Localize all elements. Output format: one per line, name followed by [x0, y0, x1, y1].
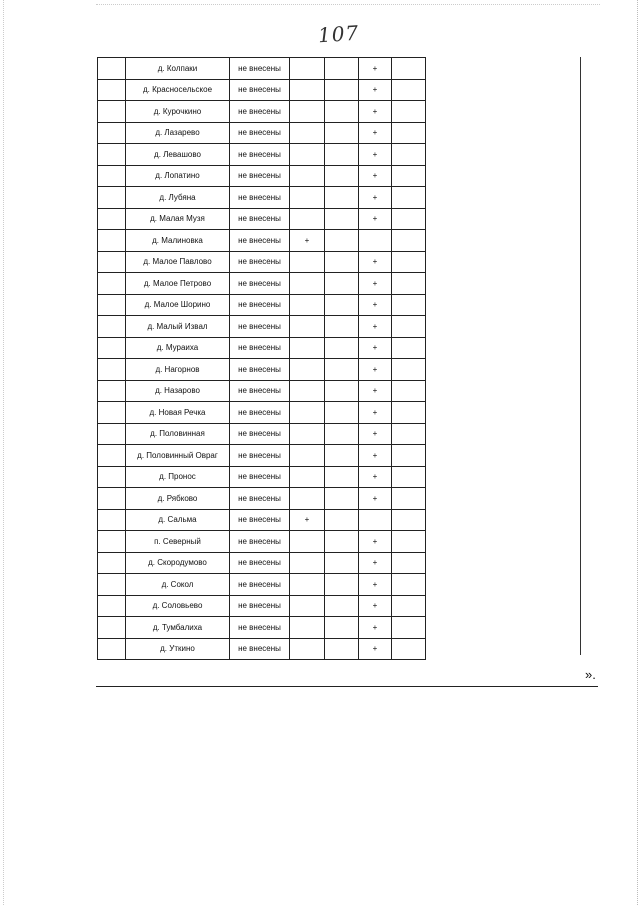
row-number-cell [98, 230, 126, 252]
status-cell: не внесены [230, 273, 290, 295]
row-number-cell [98, 208, 126, 230]
mark-cell-4 [325, 617, 359, 639]
table-row [98, 79, 426, 101]
row-number-cell [98, 58, 126, 80]
status-cell: не внесены [230, 294, 290, 316]
settlement-name-cell: д. Рябково [126, 488, 230, 510]
mark-cell-6 [392, 101, 426, 123]
mark-cell-5 [359, 509, 392, 531]
mark-cell-4 [325, 165, 359, 187]
settlements-table [97, 57, 426, 660]
status-cell: не внесены [230, 509, 290, 531]
settlement-name-cell: д. Малый Извал [126, 316, 230, 338]
mark-cell-3 [290, 144, 325, 166]
mark-cell-3 [290, 423, 325, 445]
mark-cell-6 [392, 488, 426, 510]
mark-cell-4 [325, 251, 359, 273]
status-cell: не внесены [230, 423, 290, 445]
table-row [98, 466, 426, 488]
table-row [98, 595, 426, 617]
mark-cell-3 [290, 595, 325, 617]
mark-cell-5: + [359, 638, 392, 660]
table-row [98, 208, 426, 230]
status-cell: не внесены [230, 230, 290, 252]
mark-cell-3 [290, 617, 325, 639]
settlement-name-cell: д. Курочкино [126, 101, 230, 123]
mark-cell-5: + [359, 595, 392, 617]
table-row [98, 316, 426, 338]
row-number-cell [98, 466, 126, 488]
mark-cell-6 [392, 359, 426, 381]
settlement-name-cell: д. Назарово [126, 380, 230, 402]
settlement-name-cell: д. Тумбалиха [126, 617, 230, 639]
settlement-name-cell: д. Малое Павлово [126, 251, 230, 273]
table-row [98, 144, 426, 166]
table-row [98, 552, 426, 574]
mark-cell-6 [392, 595, 426, 617]
mark-cell-3 [290, 380, 325, 402]
mark-cell-5: + [359, 337, 392, 359]
mark-cell-4 [325, 294, 359, 316]
mark-cell-6 [392, 79, 426, 101]
mark-cell-6 [392, 316, 426, 338]
mark-cell-3 [290, 294, 325, 316]
status-cell: не внесены [230, 165, 290, 187]
mark-cell-4 [325, 380, 359, 402]
mark-cell-6 [392, 294, 426, 316]
mark-cell-4 [325, 316, 359, 338]
mark-cell-6 [392, 337, 426, 359]
mark-cell-3 [290, 574, 325, 596]
mark-cell-5: + [359, 552, 392, 574]
table-row [98, 359, 426, 381]
mark-cell-4 [325, 101, 359, 123]
settlement-name-cell: д. Лубяна [126, 187, 230, 209]
mark-cell-6 [392, 638, 426, 660]
scan-edge-right [637, 0, 638, 905]
status-cell: не внесены [230, 531, 290, 553]
row-number-cell [98, 79, 126, 101]
row-number-cell [98, 445, 126, 467]
status-cell: не внесены [230, 466, 290, 488]
closing-quote-mark: ». [585, 667, 596, 682]
table-body [98, 58, 426, 660]
mark-cell-4 [325, 273, 359, 295]
table-row [98, 638, 426, 660]
mark-cell-6 [392, 423, 426, 445]
mark-cell-3: + [290, 230, 325, 252]
mark-cell-3 [290, 79, 325, 101]
table-row [98, 402, 426, 424]
settlement-name-cell: д. Сокол [126, 574, 230, 596]
mark-cell-5: + [359, 208, 392, 230]
mark-cell-3 [290, 402, 325, 424]
mark-cell-5: + [359, 531, 392, 553]
table-row [98, 273, 426, 295]
settlement-name-cell: п. Северный [126, 531, 230, 553]
mark-cell-6 [392, 445, 426, 467]
status-cell: не внесены [230, 58, 290, 80]
mark-cell-5: + [359, 574, 392, 596]
table-row [98, 380, 426, 402]
mark-cell-4 [325, 58, 359, 80]
row-number-cell [98, 144, 126, 166]
row-number-cell [98, 595, 126, 617]
settlement-name-cell: д. Левашово [126, 144, 230, 166]
status-cell: не внесены [230, 359, 290, 381]
mark-cell-4 [325, 552, 359, 574]
settlement-name-cell: д. Уткино [126, 638, 230, 660]
status-cell: не внесены [230, 595, 290, 617]
row-number-cell [98, 638, 126, 660]
mark-cell-5: + [359, 380, 392, 402]
mark-cell-4 [325, 509, 359, 531]
table-row [98, 531, 426, 553]
table-row [98, 122, 426, 144]
row-number-cell [98, 251, 126, 273]
footer-rule [96, 686, 598, 687]
row-number-cell [98, 316, 126, 338]
settlement-name-cell: д. Малое Шорино [126, 294, 230, 316]
row-number-cell [98, 531, 126, 553]
mark-cell-6 [392, 574, 426, 596]
mark-cell-4 [325, 230, 359, 252]
row-number-cell [98, 552, 126, 574]
mark-cell-5: + [359, 144, 392, 166]
settlement-name-cell: д. Половинная [126, 423, 230, 445]
status-cell: не внесены [230, 316, 290, 338]
table-row [98, 423, 426, 445]
mark-cell-4 [325, 488, 359, 510]
mark-cell-6 [392, 165, 426, 187]
status-cell: не внесены [230, 380, 290, 402]
status-cell: не внесены [230, 617, 290, 639]
row-number-cell [98, 488, 126, 510]
table-row [98, 574, 426, 596]
mark-cell-3 [290, 531, 325, 553]
status-cell: не внесены [230, 79, 290, 101]
settlement-name-cell: д. Малиновка [126, 230, 230, 252]
mark-cell-4 [325, 423, 359, 445]
mark-cell-6 [392, 208, 426, 230]
table-row [98, 187, 426, 209]
mark-cell-6 [392, 402, 426, 424]
status-cell: не внесены [230, 445, 290, 467]
status-cell: не внесены [230, 122, 290, 144]
table-row [98, 294, 426, 316]
table-row [98, 488, 426, 510]
mark-cell-5: + [359, 122, 392, 144]
mark-cell-3 [290, 638, 325, 660]
mark-cell-5: + [359, 101, 392, 123]
row-number-cell [98, 294, 126, 316]
mark-cell-4 [325, 638, 359, 660]
mark-cell-3 [290, 466, 325, 488]
right-margin-line [580, 57, 581, 655]
mark-cell-5: + [359, 165, 392, 187]
settlement-name-cell: д. Малая Музя [126, 208, 230, 230]
mark-cell-5: + [359, 58, 392, 80]
settlement-name-cell: д. Новая Речка [126, 402, 230, 424]
mark-cell-3 [290, 101, 325, 123]
status-cell: не внесены [230, 144, 290, 166]
mark-cell-5: + [359, 294, 392, 316]
table-row [98, 337, 426, 359]
mark-cell-5: + [359, 617, 392, 639]
status-cell: не внесены [230, 574, 290, 596]
row-number-cell [98, 423, 126, 445]
row-number-cell [98, 617, 126, 639]
mark-cell-3 [290, 165, 325, 187]
row-number-cell [98, 359, 126, 381]
mark-cell-4 [325, 337, 359, 359]
mark-cell-5: + [359, 359, 392, 381]
mark-cell-3 [290, 187, 325, 209]
status-cell: не внесены [230, 208, 290, 230]
mark-cell-3 [290, 208, 325, 230]
mark-cell-5 [359, 230, 392, 252]
row-number-cell [98, 273, 126, 295]
table-row [98, 101, 426, 123]
row-number-cell [98, 101, 126, 123]
table-row [98, 617, 426, 639]
settlement-name-cell: д. Скородумово [126, 552, 230, 574]
table-row [98, 165, 426, 187]
mark-cell-5: + [359, 466, 392, 488]
scan-edge-left [3, 0, 4, 905]
settlement-name-cell: д. Лопатино [126, 165, 230, 187]
row-number-cell [98, 574, 126, 596]
status-cell: не внесены [230, 488, 290, 510]
mark-cell-3 [290, 58, 325, 80]
settlement-name-cell: д. Нагорнов [126, 359, 230, 381]
mark-cell-4 [325, 187, 359, 209]
mark-cell-3 [290, 359, 325, 381]
status-cell: не внесены [230, 402, 290, 424]
table-row [98, 445, 426, 467]
table-row [98, 58, 426, 80]
settlement-name-cell: д. Сальма [126, 509, 230, 531]
row-number-cell [98, 165, 126, 187]
status-cell: не внесены [230, 552, 290, 574]
mark-cell-3 [290, 445, 325, 467]
status-cell: не внесены [230, 638, 290, 660]
mark-cell-4 [325, 402, 359, 424]
row-number-cell [98, 402, 126, 424]
mark-cell-3 [290, 337, 325, 359]
scan-top-edge [96, 4, 600, 5]
mark-cell-6 [392, 552, 426, 574]
table-row [98, 230, 426, 252]
settlement-name-cell: д. Колпаки [126, 58, 230, 80]
mark-cell-3 [290, 122, 325, 144]
mark-cell-6 [392, 230, 426, 252]
mark-cell-3: + [290, 509, 325, 531]
table-row [98, 251, 426, 273]
mark-cell-4 [325, 595, 359, 617]
row-number-cell [98, 187, 126, 209]
mark-cell-5: + [359, 488, 392, 510]
mark-cell-6 [392, 273, 426, 295]
table-row [98, 509, 426, 531]
settlement-name-cell: д. Малое Петрово [126, 273, 230, 295]
status-cell: не внесены [230, 101, 290, 123]
mark-cell-6 [392, 187, 426, 209]
mark-cell-5: + [359, 402, 392, 424]
status-cell: не внесены [230, 251, 290, 273]
mark-cell-6 [392, 531, 426, 553]
mark-cell-4 [325, 466, 359, 488]
mark-cell-5: + [359, 79, 392, 101]
mark-cell-3 [290, 552, 325, 574]
mark-cell-4 [325, 359, 359, 381]
row-number-cell [98, 337, 126, 359]
mark-cell-5: + [359, 316, 392, 338]
mark-cell-6 [392, 509, 426, 531]
mark-cell-6 [392, 380, 426, 402]
mark-cell-3 [290, 488, 325, 510]
mark-cell-4 [325, 144, 359, 166]
settlement-name-cell: д. Лазарево [126, 122, 230, 144]
mark-cell-6 [392, 144, 426, 166]
mark-cell-6 [392, 122, 426, 144]
row-number-cell [98, 122, 126, 144]
mark-cell-4 [325, 208, 359, 230]
mark-cell-3 [290, 251, 325, 273]
mark-cell-5: + [359, 445, 392, 467]
mark-cell-6 [392, 251, 426, 273]
mark-cell-3 [290, 316, 325, 338]
mark-cell-4 [325, 445, 359, 467]
mark-cell-4 [325, 122, 359, 144]
mark-cell-4 [325, 79, 359, 101]
row-number-cell [98, 509, 126, 531]
mark-cell-3 [290, 273, 325, 295]
mark-cell-4 [325, 531, 359, 553]
mark-cell-4 [325, 574, 359, 596]
mark-cell-5: + [359, 251, 392, 273]
mark-cell-6 [392, 58, 426, 80]
settlement-name-cell: д. Красносельское [126, 79, 230, 101]
mark-cell-5: + [359, 273, 392, 295]
settlement-name-cell: д. Пронос [126, 466, 230, 488]
settlement-name-cell: д. Мураиха [126, 337, 230, 359]
mark-cell-5: + [359, 423, 392, 445]
settlement-name-cell: д. Соловьево [126, 595, 230, 617]
mark-cell-6 [392, 466, 426, 488]
page-number: 107 [317, 20, 360, 48]
mark-cell-5: + [359, 187, 392, 209]
mark-cell-6 [392, 617, 426, 639]
status-cell: не внесены [230, 187, 290, 209]
row-number-cell [98, 380, 126, 402]
status-cell: не внесены [230, 337, 290, 359]
settlement-name-cell: д. Половинный Овраг [126, 445, 230, 467]
